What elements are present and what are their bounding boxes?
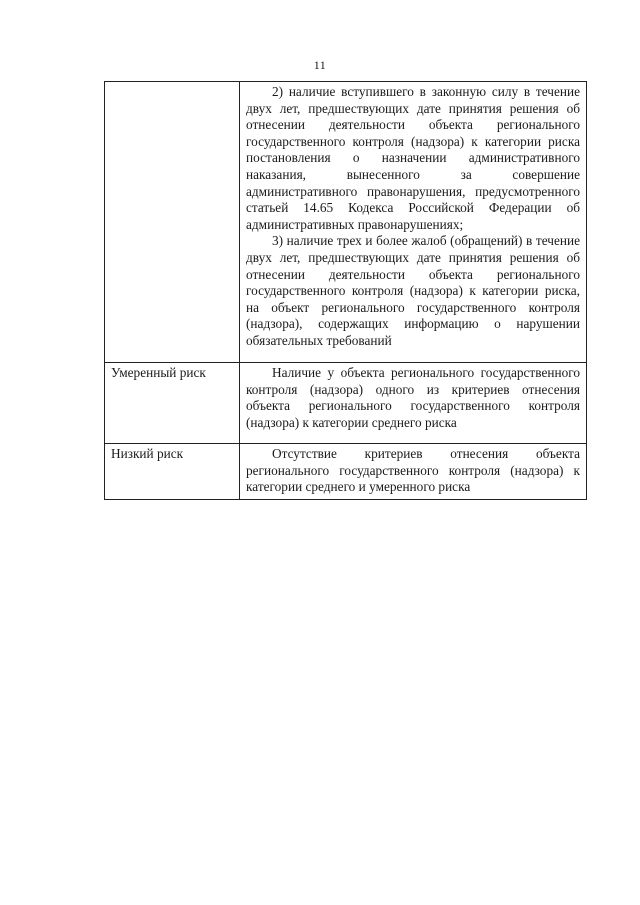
criteria-paragraph: 2) наличие вступившего в законную силу в течение двух лет, предшествующих дате принятия решения об отнесении деятельности объекта регионального государственного контроля (надзора) к категории риска постановления о назначении административного наказания, вынесенного за совершение административного правонарушения, предусмотренного статьей 14.65 Кодекса Российской Федерации об административных правонарушениях; bbox=[246, 84, 580, 232]
criteria-paragraph: Отсутствие критериев отнесения объекта регионального государственного контроля (надзора) к категории среднего и умеренного риска bbox=[246, 446, 580, 495]
risk-category-cell bbox=[105, 82, 240, 363]
risk-category-cell: Умеренный риск bbox=[105, 363, 240, 444]
table-row bbox=[105, 363, 587, 444]
criteria-paragraph: Наличие у объекта регионального государственного контроля (надзора) одного из критериев отнесения объекта регионального государственного контроля (надзора) к категории среднего риска bbox=[246, 365, 580, 430]
table-row bbox=[105, 82, 587, 363]
table-row bbox=[105, 444, 587, 500]
criteria-cell bbox=[240, 444, 587, 500]
risk-category-cell: Низкий риск bbox=[105, 444, 240, 500]
criteria-cell bbox=[240, 82, 587, 363]
criteria-paragraph: 3) наличие трех и более жалоб (обращений) в течение двух лет, предшествующих дате принятия решения об отнесении деятельности объекта регионального государственного контроля (надзора) к категории риска, на объект регионального государственного контроля (надзора), содержащих информацию о нарушении обязательных требований bbox=[246, 233, 580, 348]
risk-criteria-table bbox=[104, 81, 587, 500]
criteria-cell bbox=[240, 363, 587, 444]
page-number: 11 bbox=[313, 58, 327, 72]
